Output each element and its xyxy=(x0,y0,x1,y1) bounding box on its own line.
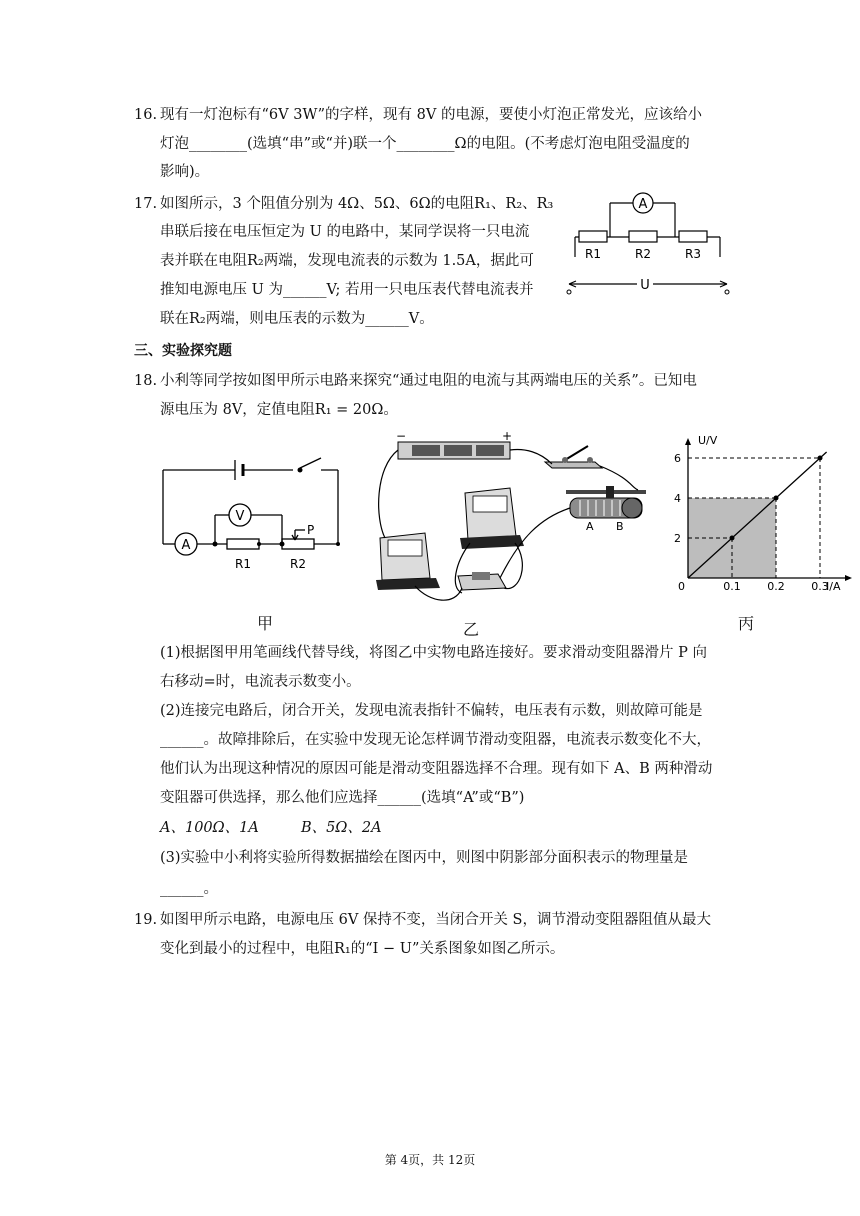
q17-line-2: 串联后接在电压恒定为 U 的电路中，某同学误将一只电流 xyxy=(160,224,530,240)
data-point xyxy=(730,536,735,541)
q18-part2-line-1: (2)连接完电路后，闭合开关，发现电流表指针不偏转，电压表有示数，则故障可能是 xyxy=(160,703,703,719)
q18-part1-line-1: (1)根据图甲用笔画线代替导线，将图乙中实物电路连接好。要求滑动变阻器滑片 P 向 xyxy=(160,645,708,661)
q18-part3-line-2: ______。 xyxy=(160,881,218,897)
q17-number: 17. xyxy=(134,196,158,212)
x-axis-label: I/A xyxy=(826,580,841,593)
jia-voltmeter-label: V xyxy=(235,509,245,524)
x-tick-label: 0.2 xyxy=(767,580,785,593)
caption-jia: 甲 xyxy=(257,614,274,633)
q18-part2-line-3: 他们认为出现这种情况的原因可能是滑动变阻器选择不合理。现有如下 A、B 两种滑动 xyxy=(160,761,713,777)
q16-number: 16. xyxy=(134,107,158,123)
q18-option-b: B、5Ω、2A xyxy=(301,820,382,836)
x-tick-label: 0.3 xyxy=(811,580,829,593)
q19-line-2: 变化到最小的过程中，电阻R₁的“I − U”关系图象如图乙所示。 xyxy=(160,941,565,957)
q18-part3-line-1: (3)实验中小利将实验所得数据描绘在图丙中，则图中阴影部分面积表示的物理量是 xyxy=(160,850,689,866)
battery-minus-label: − xyxy=(396,429,407,443)
q18-part1-line-2: 右移动=时，电流表示数变小。 xyxy=(160,674,361,690)
fig-yi-apparatus xyxy=(370,428,660,613)
rheostat-a-label: A xyxy=(586,520,594,533)
jia-r2-label: R2 xyxy=(290,557,306,571)
rheostat-b-label: B xyxy=(616,520,624,533)
q17-line-4: 推知电源电压 U 为______V; 若用一只电压表代替电流表并 xyxy=(160,282,534,298)
q18-option-a: A、100Ω、1A xyxy=(160,820,259,836)
q19-line-1: 如图甲所示电路，电源电压 6V 保持不变，当闭合开关 S，调节滑动变阻器阻值从最大 xyxy=(160,912,711,928)
x-tick-label: 0.1 xyxy=(723,580,741,593)
caption-bing: 丙 xyxy=(738,614,755,633)
y-axis-label: U/V xyxy=(698,434,718,447)
q17-line-5: 联在R₂两端，则电压表的示数为______V。 xyxy=(160,311,434,327)
q18-part2-line-4: 变阻器可供选择，那么他们应选择______(选填“A”或“B”) xyxy=(160,790,525,806)
section-3-heading: 三、实验探究题 xyxy=(134,343,232,359)
fig-bing-graph xyxy=(670,430,856,598)
q16-line-2: 灯泡________(选填“串”或“并)联一个________Ω的电阻。(不考虑灯泡电阻受温度的 xyxy=(160,136,690,152)
q19-number: 19. xyxy=(134,912,158,928)
q18-line-1: 小利等同学按如图甲所示电路来探究“通过电阻的电流与其两端电压的关系”。已知电 xyxy=(160,373,697,389)
q18-part2-line-2: ______。故障排除后，在实验中发现无论怎样调节滑动变阻器，电流表示数变化不大， xyxy=(160,732,711,748)
q16-line-1: 现有一灯泡标有“6V 3W”的字样，现有 8V 的电源，要使小灯泡正常发光，应该给小 xyxy=(160,107,702,123)
caption-yi: 乙 xyxy=(463,620,480,639)
q17-r3-label: R3 xyxy=(685,247,701,261)
q17-r1-label: R1 xyxy=(585,247,601,261)
data-point xyxy=(774,496,779,501)
jia-r1-label: R1 xyxy=(235,557,251,571)
q16-line-3: 影响)。 xyxy=(160,164,210,180)
q17-u-label: U xyxy=(640,278,650,293)
y-tick-label: 6 xyxy=(674,452,681,465)
q18-line-2: 源电压为 8V，定值电阻R₁ = 20Ω。 xyxy=(160,402,398,418)
q17-ammeter-label: A xyxy=(638,197,648,212)
q17-circuit-figure xyxy=(555,185,735,301)
jia-slider-p-label: P xyxy=(307,523,315,537)
q18-number: 18. xyxy=(134,373,158,389)
y-tick-label: 4 xyxy=(674,492,681,505)
q17-line-3: 表并联在电阻R₂两端，发现电流表的示数为 1.5A，据此可 xyxy=(160,253,534,269)
y-tick-label: 2 xyxy=(674,532,681,545)
origin-label: 0 xyxy=(678,580,685,593)
page-footer: 第 4页，共 12页 xyxy=(384,1153,476,1167)
data-point xyxy=(818,456,823,461)
battery-plus-label: + xyxy=(502,429,513,443)
q17-r2-label: R2 xyxy=(635,247,651,261)
fig-jia-circuit xyxy=(155,450,350,580)
q17-line-1: 如图所示，3 个阻值分别为 4Ω、5Ω、6Ω的电阻R₁、R₂、R₃ xyxy=(160,196,554,212)
jia-ammeter-label: A xyxy=(181,538,191,553)
